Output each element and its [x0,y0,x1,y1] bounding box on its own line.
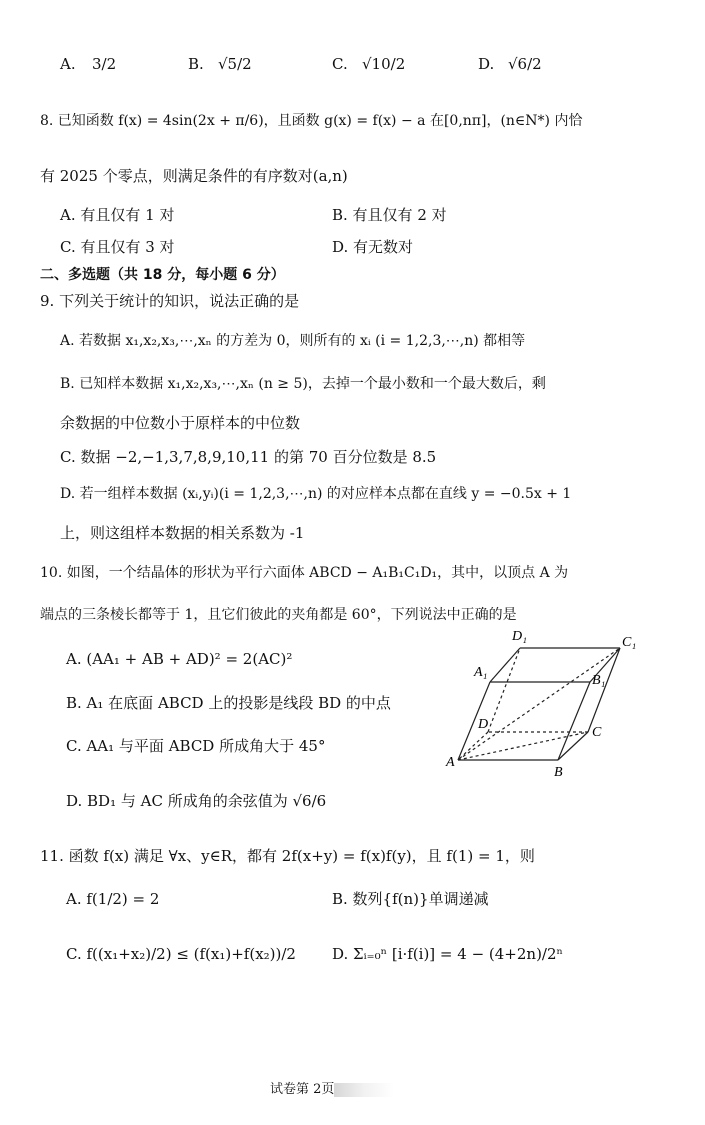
q8-option-b: B. 有且仅有 2 对 [332,206,447,224]
q8-stem-cont: 有 2025 个零点，则满足条件的有序数对(a,n) [40,167,348,185]
q8-option-d: D. 有无数对 [332,238,414,256]
q10-option-c: C. AA₁ 与平面 ABCD 所成角大于 45° [66,737,326,755]
q10-option-b: B. A₁ 在底面 ABCD 上的投影是线段 BD 的中点 [66,694,391,712]
q11-option-a: A. f(1/2) = 2 [66,890,160,908]
q7-option-a-value: 3/2 [92,55,117,73]
q7-option-d-value: √6/2 [508,55,542,73]
q7-option-c: C. [332,55,348,73]
parallelepiped-figure [440,620,670,780]
q8-option-c: C. 有且仅有 3 对 [60,238,175,256]
label-a: A [446,755,455,770]
label-a1: A₁ [474,665,488,680]
q9-option-d-cont: 上，则这组样本数据的相关系数为 -1 [60,524,305,542]
q7-option-b-value: √5/2 [218,55,252,73]
q11-option-d: D. Σᵢ₌₀ⁿ [i·f(i)] = 4 − (4+2n)/2ⁿ [332,945,564,963]
page-number: 试卷第 2页 [270,1082,335,1097]
q10-stem-cont: 端点的三条棱长都等于 1，且它们彼此的夹角都是 60°，下列说法中正确的是 [40,607,517,623]
q9-option-a: A. 若数据 x₁,x₂,x₃,⋯,xₙ 的方差为 0，则所有的 xᵢ (i = 1,2,3,⋯,n) 都相等 [60,333,526,349]
q7-option-d: D. [478,55,495,73]
q9-option-c: C. 数据 −2,−1,3,7,8,9,10,11 的第 70 百分位数是 8.5 [60,448,437,466]
label-d1: D₁ [512,629,527,644]
label-b: B [554,765,563,780]
q7-option-a: A. [60,55,76,73]
edge-bb1 [558,682,590,760]
label-c: C [592,725,602,740]
q9-option-d: D. 若一组样本数据 (xᵢ,yᵢ)(i = 1,2,3,⋯,n) 的对应样本点都在直线 y = −0.5x + 1 [60,486,572,502]
edge-da [458,732,488,760]
edge-cc1 [588,648,620,732]
label-b1: B₁ [592,673,606,688]
q11-option-c: C. f((x₁+x₂)/2) ≤ (f(x₁)+f(x₂))/2 [66,945,296,963]
q11-stem: 11. 函数 f(x) 满足 ∀x、y∈R，都有 2f(x+y) = f(x)f(y)，且 f(1) = 1，则 [40,847,535,865]
edge-dd1 [488,648,520,732]
q10-stem: 10. 如图，一个结晶体的形状为平行六面体 ABCD − A₁B₁C₁D₁，其中，以顶点 A 为 [40,565,569,581]
q11-option-b: B. 数列{f(n)}单调递减 [332,890,489,908]
q9-stem: 9. 下列关于统计的知识，说法正确的是 [40,292,300,310]
q7-option-b: B. [188,55,204,73]
q8-option-a: A. 有且仅有 1 对 [60,206,175,224]
label-d: D [478,717,489,732]
q10-option-d: D. BD₁ 与 AC 所成角的余弦值为 √6/6 [66,792,327,810]
section-title: 二、多选题（共 18 分，每小题 6 分） [40,267,285,283]
label-c1: C₁ [622,635,637,650]
edge-bc [558,732,588,760]
q8-stem: 8. 已知函数 f(x) = 4sin(2x + π/6)，且函数 g(x) = f(x) − a 在[0,nπ]，(n∈N*) 内恰 [40,113,583,129]
q9-option-b-cont: 余数据的中位数小于原样本的中位数 [60,414,301,432]
q7-option-c-value: √10/2 [362,55,406,73]
blurred-region [334,1083,394,1097]
edge-d1a1 [490,648,520,682]
page-footer [270,1078,394,1097]
q9-option-b: B. 已知样本数据 x₁,x₂,x₃,⋯,xₙ (n ≥ 5)，去掉一个最小数和一个最大数后，剩 [60,376,546,392]
q10-option-a: A. (AA₁ + AB + AD)² = 2(AC)² [66,650,293,668]
